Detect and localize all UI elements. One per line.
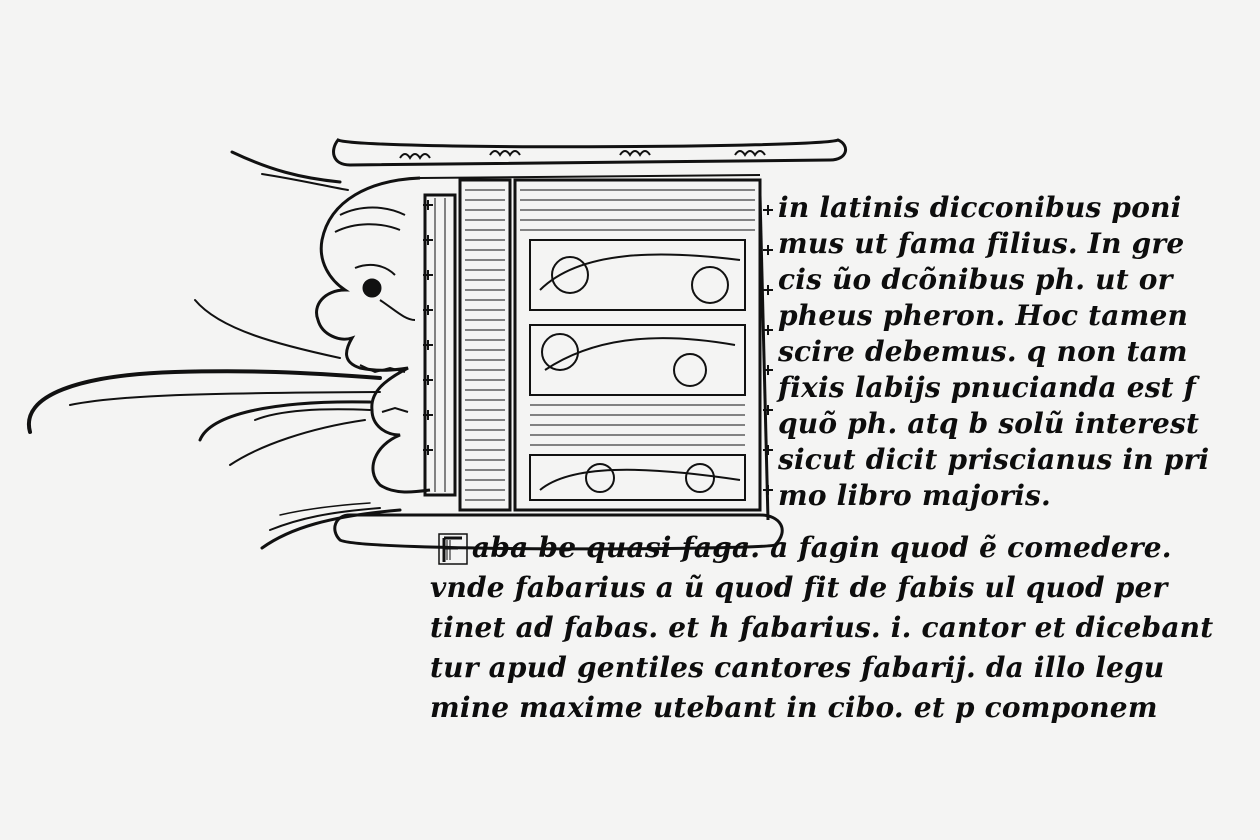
text-line: in latinis dicconibus poni (778, 191, 1182, 224)
text-line: aba be quasi faga. a fagin quod ẽ comedere. (472, 531, 1172, 564)
text-line: mo libro majoris. (778, 479, 1051, 512)
breath-strokes-icon (29, 152, 400, 548)
text-line: mus ut fama filius. In gre (778, 227, 1185, 260)
top-flourish-icon (400, 151, 765, 158)
text-line: tinet ad fabas. et h fabarius. i. cantor et dicebant (430, 611, 1214, 644)
text-line: vnde fabarius a ũ quod fit de fabis ul quod per (430, 571, 1168, 604)
stitch-crosses-icon (423, 200, 773, 495)
grotesque-face-icon (317, 178, 430, 492)
text-line: mine maxime utebant in cibo. et p componem (430, 691, 1158, 724)
text-line: cis ũo dcõnibus ph. ut or (778, 263, 1173, 296)
text-line: pheus pheron. Hoc tamen (778, 299, 1189, 332)
text-line: sicut dicit priscianus in pri (778, 443, 1210, 476)
text-line: fixis labijs pnucianda est f (778, 371, 1197, 404)
text-line: tur apud gentiles cantores fabarij. da illo legu (430, 651, 1165, 684)
text-line: quõ ph. atq b solũ interest (778, 407, 1200, 440)
text-line: scire debemus. q non tam (778, 335, 1188, 368)
small-initial-F (438, 532, 468, 566)
floral-ornament-icon (540, 254, 740, 492)
